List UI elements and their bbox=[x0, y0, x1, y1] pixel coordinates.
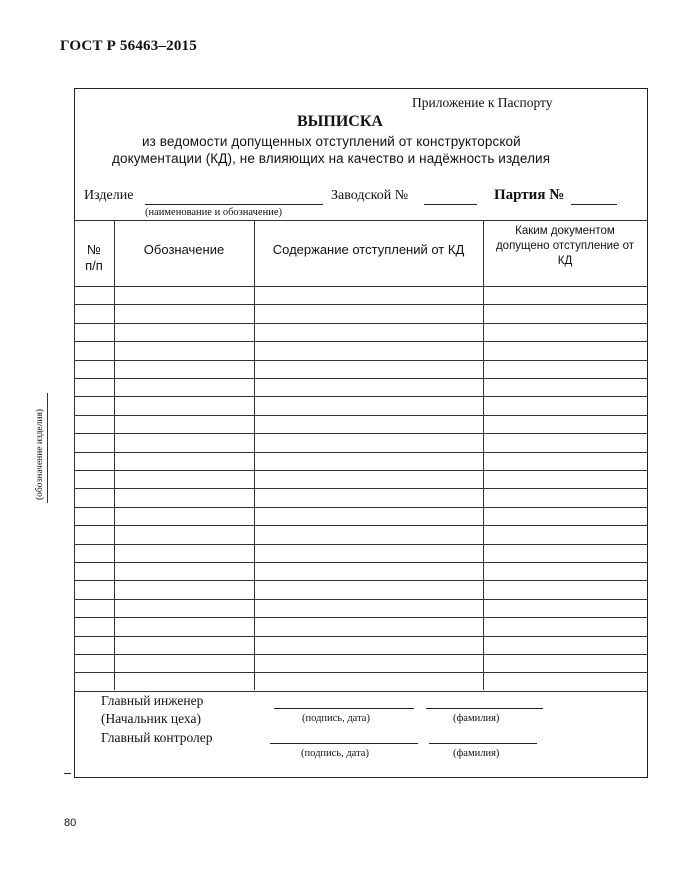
chief-controller-label: Главный контролер bbox=[101, 730, 213, 745]
subtitle-line-1: из ведомости допущенных отступлений от конструкторской bbox=[142, 134, 521, 149]
table-row[interactable] bbox=[74, 525, 648, 526]
header-designation: Обозначение bbox=[143, 242, 225, 257]
table-header-separator bbox=[74, 286, 648, 287]
margin-tick bbox=[64, 773, 71, 774]
item-input-line[interactable] bbox=[145, 204, 323, 205]
header-content: Содержание отступлений от КД bbox=[272, 242, 465, 257]
table-row[interactable] bbox=[74, 323, 648, 324]
table-row[interactable] bbox=[74, 580, 648, 581]
page-number: 80 bbox=[64, 817, 77, 829]
surname-caption-2: (фамилия) bbox=[453, 748, 500, 759]
table-row[interactable] bbox=[74, 599, 648, 600]
col-divider bbox=[114, 220, 115, 690]
serial-input-line[interactable] bbox=[424, 204, 477, 205]
signature-line-1[interactable] bbox=[274, 708, 414, 709]
header-document: Каким документом допущено отступление от КД bbox=[495, 225, 635, 267]
item-label: Изделие bbox=[84, 188, 134, 203]
signature-line-2[interactable] bbox=[270, 743, 418, 744]
table-row[interactable] bbox=[74, 378, 648, 379]
table-row[interactable] bbox=[74, 452, 648, 453]
appendix-label: Приложение к Паспорту bbox=[412, 95, 553, 110]
item-caption: (наименование и обозначение) bbox=[145, 207, 283, 218]
col-divider bbox=[483, 220, 484, 690]
table-row[interactable] bbox=[74, 488, 648, 489]
batch-input-line[interactable] bbox=[571, 204, 617, 205]
col-divider bbox=[254, 220, 255, 690]
table-row[interactable] bbox=[74, 617, 648, 618]
side-caption-line bbox=[47, 393, 48, 503]
table-row[interactable] bbox=[74, 415, 648, 416]
table-row[interactable] bbox=[74, 507, 648, 508]
serial-label: Заводской № bbox=[331, 188, 409, 203]
col-divider bbox=[74, 220, 75, 690]
standard-number: ГОСТ Р 56463–2015 bbox=[60, 38, 197, 54]
table-row[interactable] bbox=[74, 433, 648, 434]
shop-head-label: (Начальник цеха) bbox=[101, 711, 201, 726]
table-row[interactable] bbox=[74, 636, 648, 637]
table-row[interactable] bbox=[74, 360, 648, 361]
table-row[interactable] bbox=[74, 654, 648, 655]
chief-engineer-label: Главный инженер bbox=[101, 693, 204, 708]
surname-line-1[interactable] bbox=[426, 708, 543, 709]
table-row[interactable] bbox=[74, 562, 648, 563]
header-number: № п/п bbox=[85, 242, 103, 273]
sign-date-caption-1: (подпись, дата) bbox=[302, 713, 370, 724]
table-row[interactable] bbox=[74, 672, 648, 673]
surname-line-2[interactable] bbox=[429, 743, 537, 744]
form-title: ВЫПИСКА bbox=[297, 113, 383, 130]
table-row[interactable] bbox=[74, 691, 648, 692]
table-row[interactable] bbox=[74, 470, 648, 471]
table-row[interactable] bbox=[74, 396, 648, 397]
table-top-border bbox=[74, 220, 648, 221]
subtitle-line-2: документации (КД), не влияющих на качество и надёжность изделия bbox=[112, 151, 551, 166]
table-row[interactable] bbox=[74, 544, 648, 545]
surname-caption-1: (фамилия) bbox=[453, 713, 500, 724]
table-row[interactable] bbox=[74, 341, 648, 342]
table-row[interactable] bbox=[74, 304, 648, 305]
side-caption: (обозначение изделия) bbox=[35, 409, 45, 500]
batch-label: Партия № bbox=[494, 187, 565, 203]
sign-date-caption-2: (подпись, дата) bbox=[301, 748, 369, 759]
